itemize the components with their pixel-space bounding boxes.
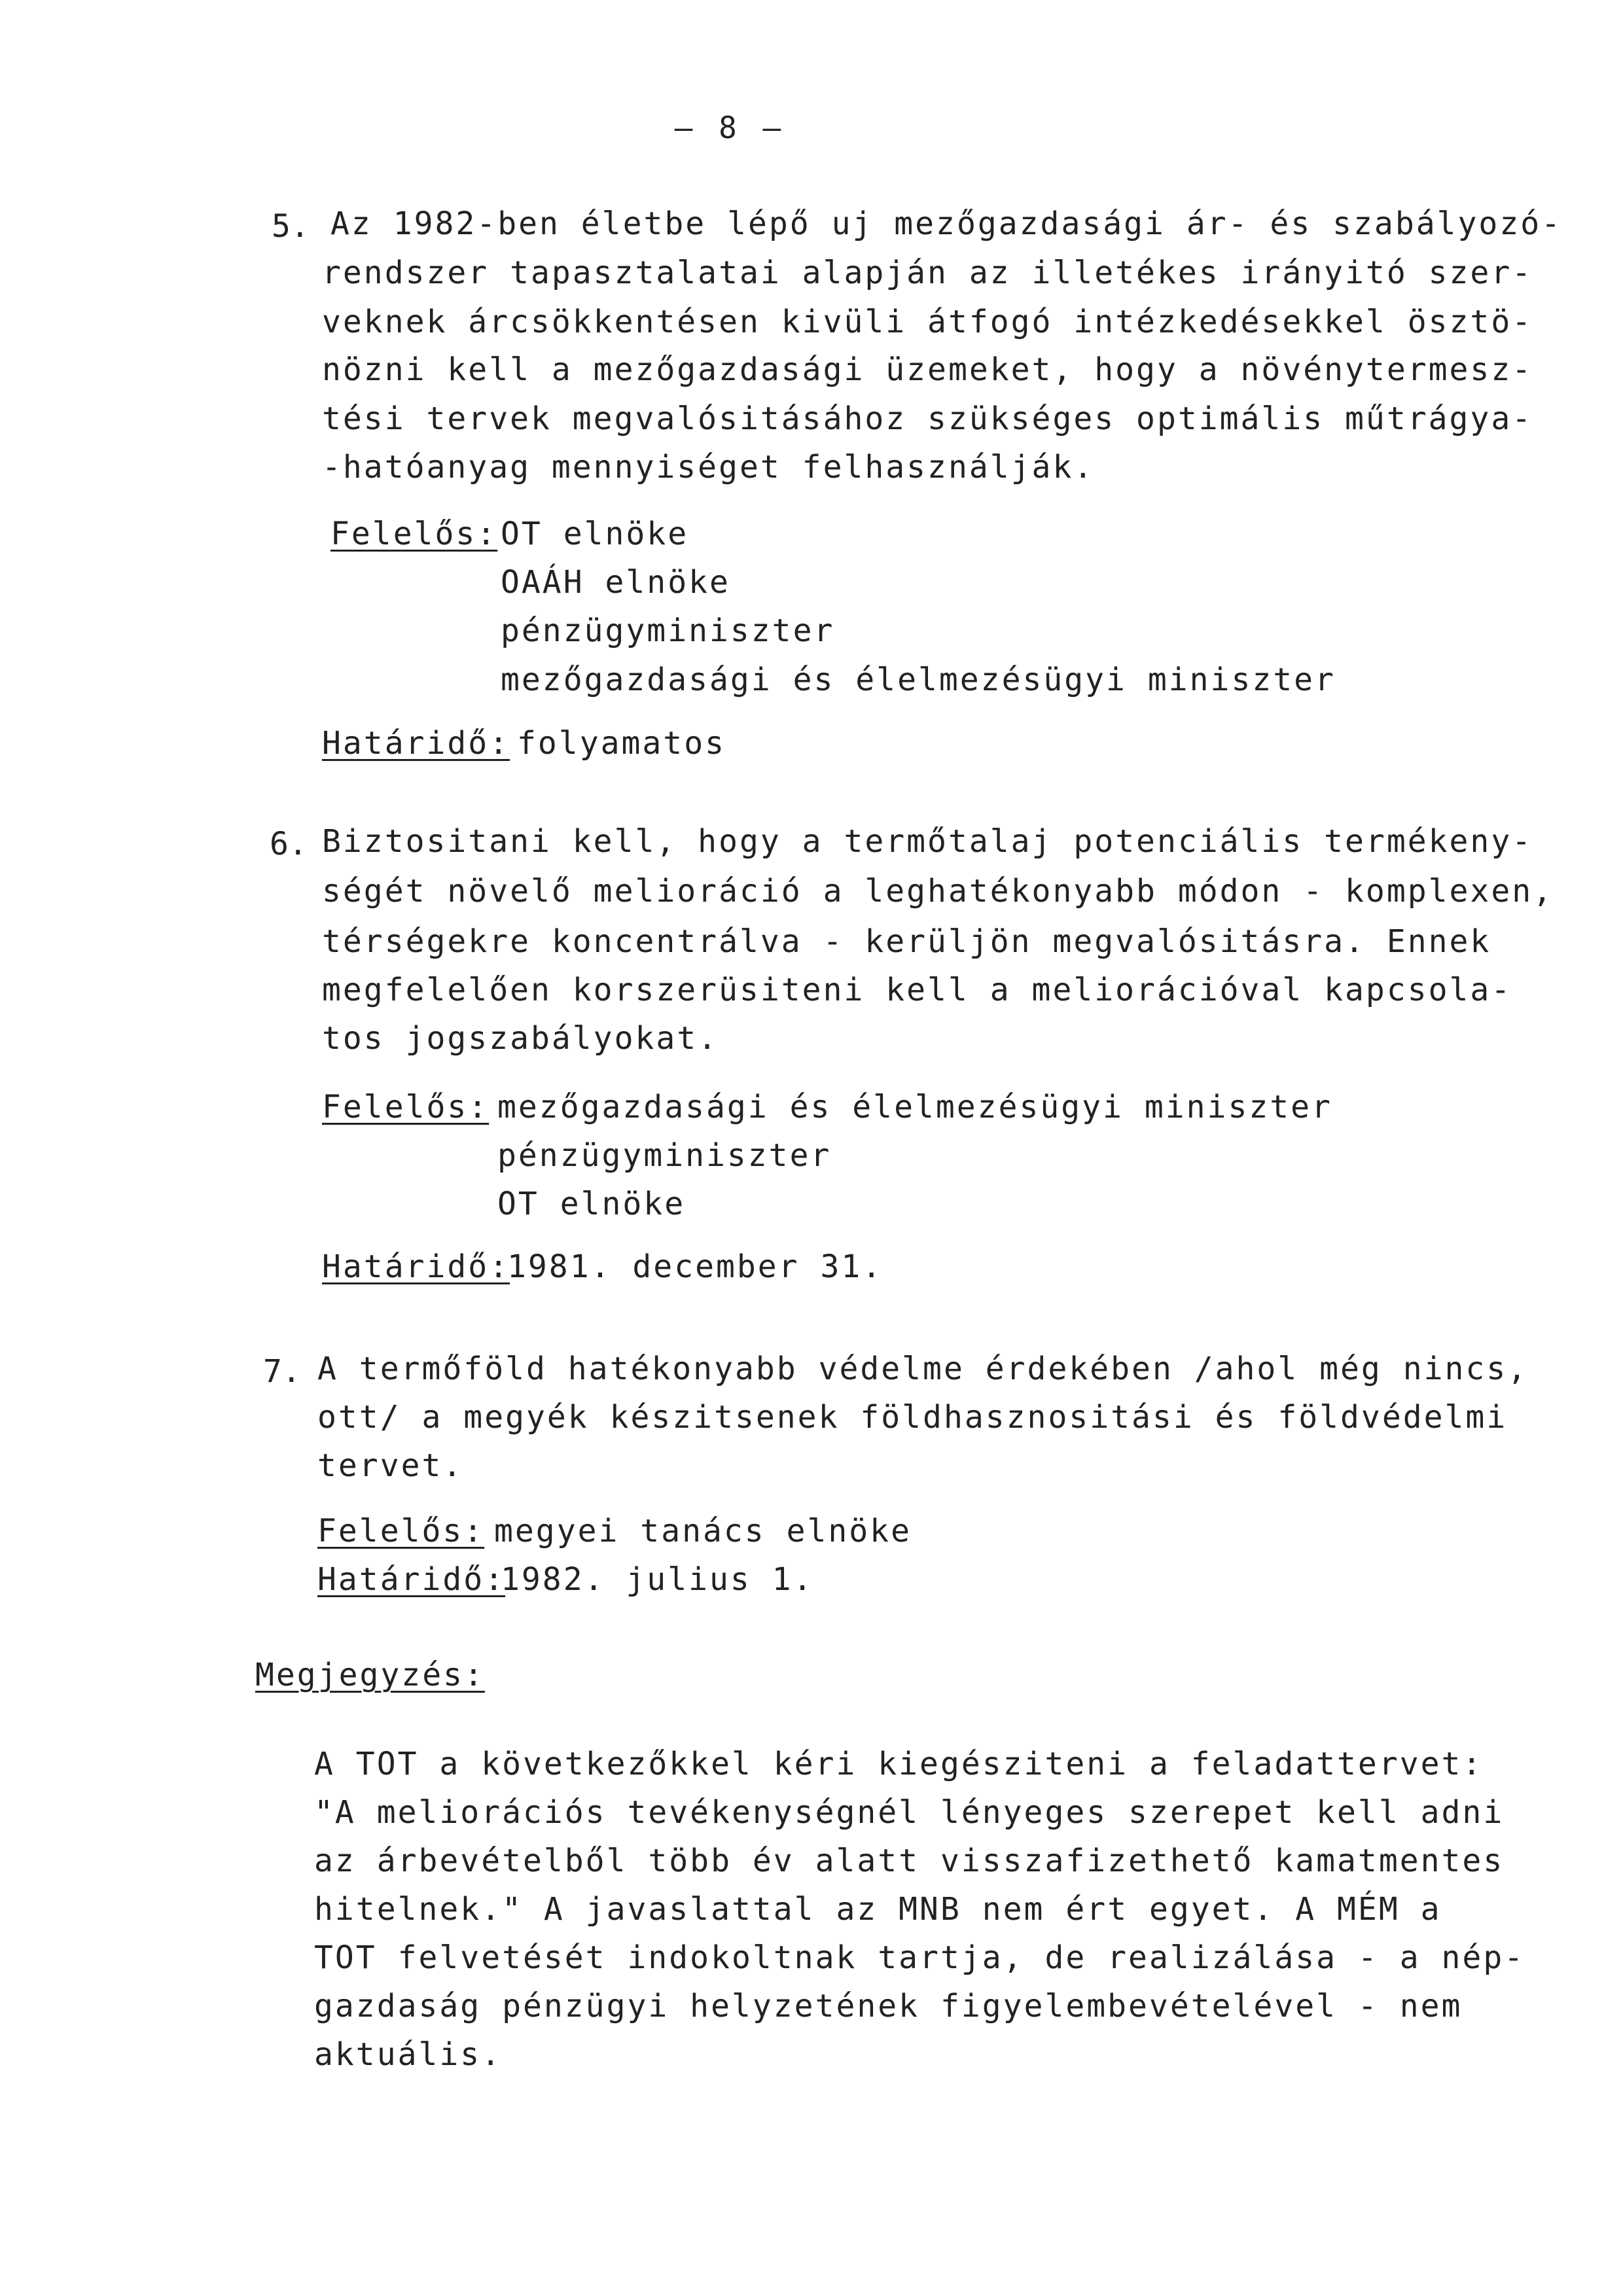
- responsible-label: Felelős:: [322, 1089, 490, 1125]
- item-text-line: -hatóanyag mennyiséget felhasználják.: [322, 449, 1095, 486]
- responsible-value: megyei tanács elnöke: [494, 1513, 912, 1549]
- note-text-line: "A meliorációs tevékenységnél lényeges szerepet kell adni: [314, 1794, 1505, 1831]
- item-text-line: Az 1982-ben életbe lépő uj mezőgazdasági ár- és szabályozó-: [330, 205, 1563, 242]
- item-number: 6.: [270, 826, 308, 862]
- item-text-line: tos jogszabályokat.: [322, 1020, 719, 1057]
- item-text-line: A termőföld hatékonyabb védelme érdekében /ahol még nincs,: [317, 1351, 1529, 1387]
- deadline-value: 1981. december 31.: [507, 1248, 883, 1285]
- note-label: Megjegyzés:: [255, 1657, 485, 1693]
- note-text-line: gazdaság pénzügyi helyzetének figyelembevételével - nem: [314, 1988, 1463, 2024]
- item-text-line: veknek árcsökkentésen kivüli átfogó intézkedésekkel ösztö-: [322, 304, 1533, 340]
- item-text-line: Biztositani kell, hogy a termőtalaj potenciális termékeny-: [322, 823, 1533, 860]
- responsible-label: Felelős:: [317, 1513, 485, 1549]
- responsible-value: pénzügyminiszter: [497, 1137, 832, 1174]
- item-text-line: megfelelően korszerüsiteni kell a meliorációval kapcsola-: [322, 972, 1512, 1008]
- item-text-line: tervet.: [317, 1447, 464, 1484]
- responsible-value: mezőgazdasági és élelmezésügyi miniszter: [497, 1089, 1332, 1125]
- note-text-line: aktuális.: [314, 2036, 503, 2073]
- note-text-line: TOT felvetését indokoltnak tartja, de realizálása - a nép-: [314, 1939, 1525, 1976]
- item-text-line: tési tervek megvalósitásához szükséges optimális műtrágya-: [322, 400, 1533, 437]
- item-text-line: ott/ a megyék készitsenek földhasznositási és földvédelmi: [317, 1399, 1508, 1436]
- item-text-line: ségét növelő melioráció a leghatékonyabb módon - komplexen,: [322, 873, 1554, 910]
- deadline-label: Határidő:: [322, 725, 510, 762]
- responsible-value: OAÁH elnöke: [501, 564, 730, 601]
- responsible-value: OT elnöke: [497, 1186, 686, 1222]
- responsible-label: Felelős:: [330, 516, 498, 552]
- item-text-line: térségekre koncentrálva - kerüljön megvalósitásra. Ennek: [322, 923, 1491, 960]
- responsible-value: pénzügyminiszter: [501, 612, 835, 649]
- responsible-value: mezőgazdasági és élelmezésügyi miniszter: [501, 662, 1336, 698]
- item-text-line: rendszer tapasztalatai alapján az illetékes irányitó szer-: [322, 255, 1533, 291]
- deadline-value: folyamatos: [517, 725, 726, 762]
- page-number: – 8 –: [674, 110, 785, 145]
- deadline-value: 1982. julius 1.: [501, 1561, 814, 1598]
- responsible-value: OT elnöke: [501, 516, 689, 552]
- item-number: 5.: [272, 208, 310, 245]
- note-text-line: hitelnek." A javaslattal az MNB nem ért egyet. A MÉM a: [314, 1891, 1442, 1928]
- note-text-line: A TOT a következőkkel kéri kiegésziteni a feladattervet:: [314, 1746, 1484, 1782]
- note-text-line: az árbevételből több év alatt visszafizethető kamatmentes: [314, 1843, 1505, 1879]
- deadline-label: Határidő:: [317, 1561, 506, 1598]
- item-number: 7.: [263, 1353, 301, 1390]
- item-text-line: nözni kell a mezőgazdasági üzemeket, hogy a növénytermesz-: [322, 351, 1533, 388]
- deadline-label: Határidő:: [322, 1248, 510, 1285]
